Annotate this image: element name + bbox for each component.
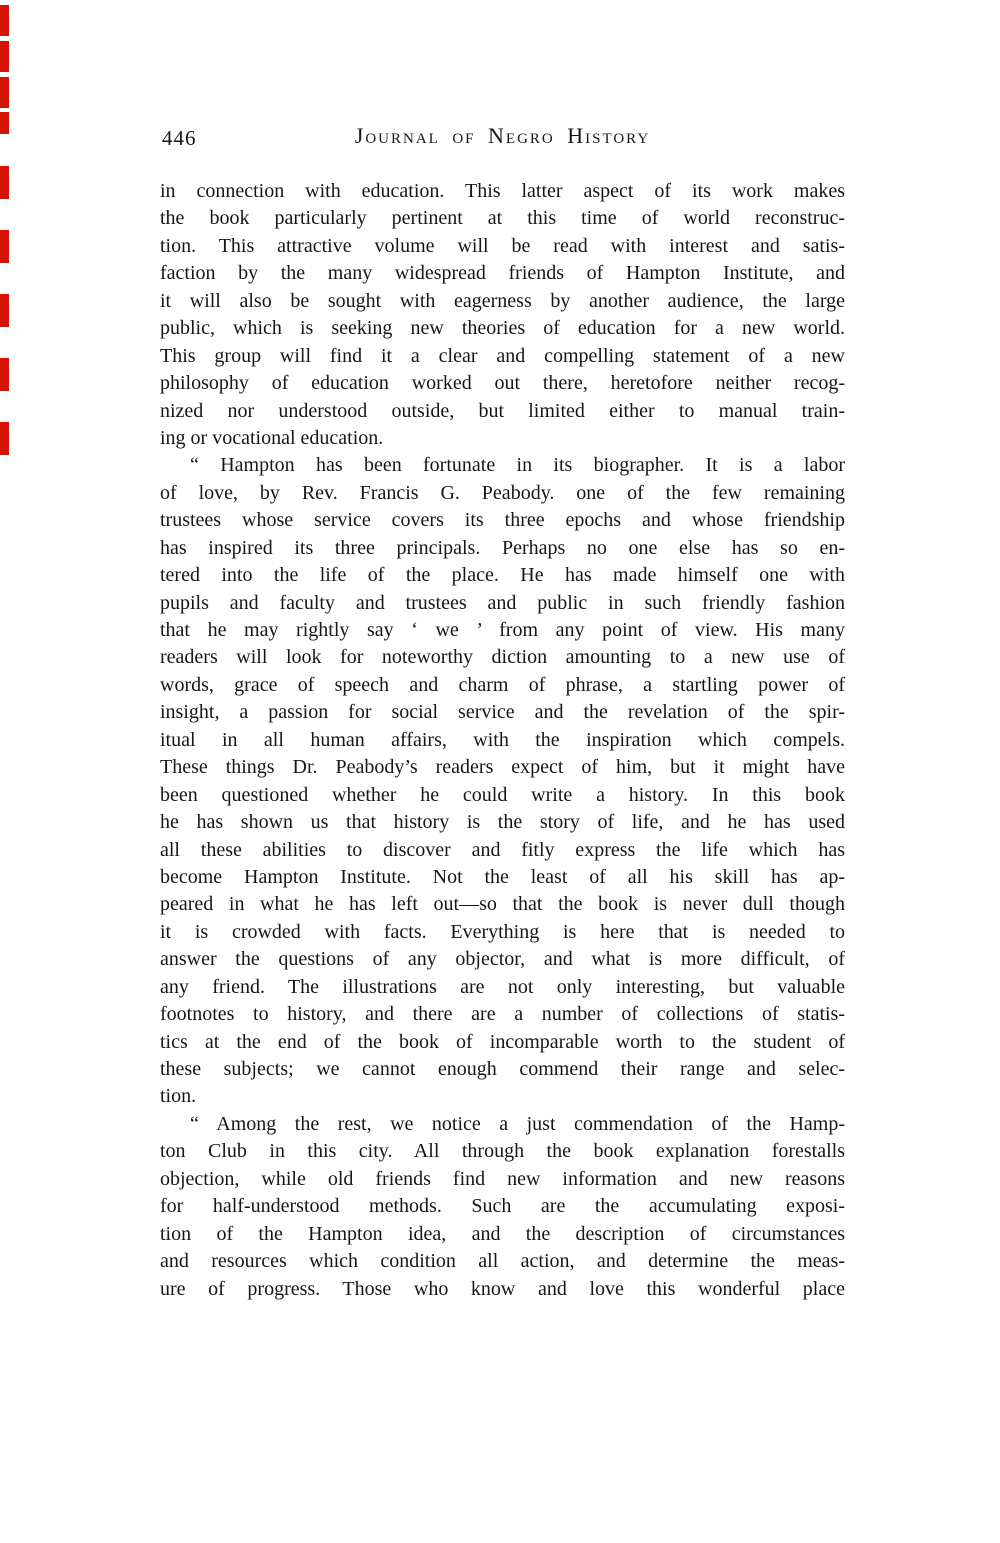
text-line: insight, a passion for social service and the revelation of the spir- bbox=[160, 701, 845, 724]
scan-artifact-mark bbox=[0, 166, 9, 199]
text-line: all these abilities to discover and fitly express the life which has bbox=[160, 838, 845, 861]
scan-artifact-mark bbox=[0, 358, 9, 391]
text-line: trustees whose service covers its three epochs and whose friendship bbox=[160, 509, 845, 532]
page-body bbox=[160, 178, 845, 1303]
scan-artifact-mark bbox=[0, 294, 9, 327]
text-line: he has shown us that history is the story of life, and he has used bbox=[160, 811, 845, 834]
scan-artifact-mark bbox=[0, 230, 9, 263]
text-line: “ Among the rest, we notice a just commendation of the Hamp- bbox=[190, 1112, 845, 1135]
scan-artifact-mark bbox=[0, 5, 9, 36]
page-number: 446 bbox=[162, 126, 197, 150]
scan-artifact-mark bbox=[0, 41, 9, 72]
text-line: peared in what he has left out—so that the book is never dull though bbox=[160, 893, 845, 916]
text-line: for half-understood methods. Such are the accumulating exposi- bbox=[160, 1195, 845, 1218]
text-line: ing or vocational education. bbox=[160, 426, 384, 449]
scan-artifact-mark bbox=[0, 77, 9, 108]
text-line: it will also be sought with eagerness by another audience, the large bbox=[160, 289, 845, 312]
text-line: that he may rightly say ‘ we ’ from any point of view. His many bbox=[160, 619, 845, 641]
scan-artifact-mark bbox=[0, 422, 9, 455]
text-line: it is crowded with facts. Everything is here that is needed to bbox=[160, 920, 845, 943]
text-line: “ Hampton has been fortunate in its biographer. It is a labor bbox=[190, 454, 845, 477]
text-line: pupils and faculty and trustees and public in such friendly fashion bbox=[160, 591, 845, 614]
text-line: tion of the Hampton idea, and the description of circumstances bbox=[160, 1222, 845, 1245]
text-line: tion. bbox=[160, 1085, 197, 1108]
text-line: faction by the many widespread friends of Hampton Institute, and bbox=[160, 262, 845, 285]
paragraph bbox=[160, 178, 845, 452]
paragraph bbox=[160, 452, 845, 1111]
text-line: become Hampton Institute. Not the least of all his skill has ap- bbox=[160, 865, 845, 888]
text-line: tered into the life of the place. He has made himself one with bbox=[160, 564, 845, 587]
text-line: ure of progress. Those who know and love this wonderful place bbox=[160, 1277, 845, 1300]
text-line: has inspired its three principals. Perhaps no one else has so en- bbox=[160, 536, 845, 559]
text-line: tics at the end of the book of incomparable worth to the student of bbox=[160, 1030, 845, 1053]
text-line: These things Dr. Peabody’s readers expect of him, but it might have bbox=[160, 756, 845, 779]
text-line: ton Club in this city. All through the book explanation forestalls bbox=[160, 1140, 845, 1163]
text-line: itual in all human affairs, with the inspiration which compels. bbox=[160, 728, 845, 751]
text-line: of love, by Rev. Francis G. Peabody. one of the few remaining bbox=[160, 481, 845, 504]
text-line: answer the questions of any objector, and what is more difficult, of bbox=[160, 948, 845, 971]
text-line: any friend. The illustrations are not only interesting, but valuable bbox=[160, 975, 845, 998]
text-line: in connection with education. This latter aspect of its work makes bbox=[160, 180, 845, 202]
text-line: been questioned whether he could write a history. In this book bbox=[160, 783, 845, 806]
text-line: readers will look for noteworthy diction amounting to a new use of bbox=[160, 646, 845, 669]
text-line: and resources which condition all action, and determine the meas- bbox=[160, 1250, 845, 1273]
text-line: nized nor understood outside, but limited either to manual train- bbox=[160, 399, 845, 422]
text-line: This group will find it a clear and compelling statement of a new bbox=[160, 344, 845, 367]
running-title: Journal of Negro History bbox=[354, 123, 651, 148]
paragraph bbox=[160, 1111, 845, 1303]
text-line: tion. This attractive volume will be read with interest and satis- bbox=[160, 234, 845, 257]
scan-artifact-mark bbox=[0, 112, 9, 134]
text-line: objection, while old friends find new information and new reasons bbox=[160, 1167, 845, 1190]
text-line: words, grace of speech and charm of phrase, a startling power of bbox=[160, 673, 845, 696]
text-line: these subjects; we cannot enough commend their range and selec- bbox=[160, 1058, 845, 1080]
text-line: the book particularly pertinent at this time of world reconstruc- bbox=[160, 207, 845, 230]
text-line: public, which is seeking new theories of education for a new world. bbox=[160, 317, 845, 340]
text-line: philosophy of education worked out there, heretofore neither recog- bbox=[160, 372, 845, 395]
scan-edge-artifacts bbox=[0, 0, 10, 1543]
text-line: footnotes to history, and there are a number of collections of statis- bbox=[160, 1003, 845, 1026]
